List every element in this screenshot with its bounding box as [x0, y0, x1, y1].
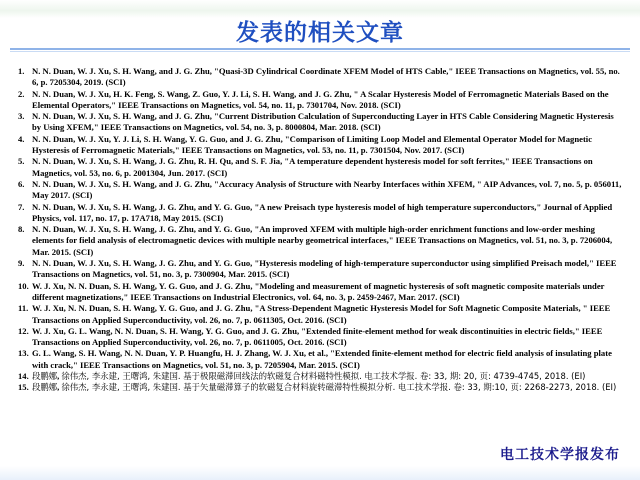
- title-divider: [10, 48, 630, 50]
- reference-number: 2.: [18, 88, 25, 99]
- footer-background: [0, 466, 640, 480]
- reference-number: 4.: [18, 133, 25, 144]
- reference-text: 段鹏娜: [32, 371, 58, 382]
- reference-text: N. N. Duan, W. J. Xu, S. H. Wang, J. G. Zhu, and Y. G. Guo, "Hysteresis modeling of high-temperature superconductor using simplified Preisach model," IEEE Transactions on Magnetics, vol. 51, no. 3, p. 7300904, Mar. 2015. (SCI): [32, 258, 617, 280]
- reference-item: [8, 371, 624, 382]
- reference-text: 徐伟杰, 李永建, 王曙鸿, 朱建国. 基于极限磁滞回线法的软磁复合材料磁特性模拟. 电工技术学报. 卷: 33, 期: 20, 页: 4739-4745, 2018. (EI): [61, 371, 586, 382]
- reference-number: 15.: [18, 382, 29, 393]
- reference-text: ,: [57, 371, 62, 382]
- reference-item: [8, 156, 624, 179]
- reference-text: W. J. Xu, N. N. Duan, S. H. Wang, Y. G. Guo, and J. G. Zhu, "Modeling and measurement of magnetic hysteresis of soft magnetic composite materials under different magnetizations," IEEE Transactions on Industrial Electronics, vol. 64, no. 3, p. 2459-2467, Mar. 2017. (SCI): [32, 280, 605, 302]
- reference-text: ,: [57, 382, 62, 393]
- reference-item: [8, 303, 624, 326]
- reference-text: 段鹏娜: [32, 382, 58, 393]
- reference-text: N. N. Duan, W. J. Xu, S. H. Wang, and J. G. Zhu, "Quasi-3D Cylindrical Coordinate XFEM Model of HTS Cable," IEEE Transactions on Magnetics, vol. 55, no. 6, p. 7205304, 2019. (SCI): [32, 66, 620, 88]
- reference-item: [8, 111, 624, 134]
- reference-item: [8, 202, 624, 225]
- reference-number: 8.: [18, 224, 25, 235]
- reference-number: 1.: [18, 66, 25, 76]
- reference-item: [8, 348, 624, 371]
- reference-number: 6.: [18, 178, 25, 189]
- reference-text: 徐伟杰, 李永建, 王曙鸿, 朱建国. 基于矢量磁滞算子的软磁复合材料旋转磁滞特性模拟分析. 电工技术学报. 卷: 33, 期:10, 页: 2268-2273, 2018. (EI): [61, 382, 617, 393]
- reference-item: [8, 134, 624, 157]
- reference-number: 5.: [18, 156, 25, 167]
- reference-item: [8, 326, 624, 349]
- reference-number: 10.: [18, 280, 29, 291]
- reference-number: 14.: [18, 371, 29, 382]
- title-divider-thin: [10, 51, 630, 52]
- reference-text: W. J. Xu, G. L. Wang, N. N. Duan, S. H. Wang, Y. G. Guo, and J. G. Zhu, "Extended finite-element method for weak discontinuities in electric fields," IEEE Transactions on Applied Superconductivity, vol. 26, no. 7, p. 0611005, Oct. 2016. (SCI): [32, 325, 603, 348]
- reference-number: 11.: [18, 303, 29, 314]
- reference-text: N. N. Duan, W. J. Xu, S. H. Wang, J. G. Zhu, R. H. Qu, and S. F. Jia, "A temperature dependent hysteresis model for soft ferrites," IEEE Transactions on Magnetics, vol. 53, no. 6, p. 2001304, Jun. 2017. (SCI): [32, 156, 593, 178]
- reference-number: 7.: [18, 201, 25, 212]
- reference-item: [8, 382, 624, 393]
- reference-list: [8, 66, 624, 394]
- reference-item: [8, 224, 624, 258]
- reference-item: [8, 281, 624, 304]
- reference-text: N. N. Duan, W. J. Xu, S. H. Wang, J. G. Zhu, and Y. G. Guo, "A new Preisach type hysteresis model of high temperature superconductors," Journal of Applied Physics, vol. 117, no. 17, p. 17A718, May 2015. (SCI): [32, 201, 613, 223]
- reference-item: [8, 258, 624, 281]
- reference-item: [8, 179, 624, 202]
- footer-publisher: 电工技术学报发布: [500, 447, 620, 463]
- page-title: 发表的相关文章: [236, 20, 404, 46]
- reference-text: N. N. Duan, W. J. Xu, S. H. Wang, and J. G. Zhu, "Accuracy Analysis of Structure with Nearby Interfaces within XFEM, " AIP Advances, vol. 7, no. 5, p. 056011, May 2017. (SCI): [32, 178, 622, 201]
- reference-text: G. L. Wang, S. H. Wang, N. N. Duan, Y. P. Huangfu, H. J. Zhang, W. J. Xu, et al., "Extended finite-element method for electric field analysis of insulating plate with crack," IEEE Transactions on Magnetics, vol. 51, no. 3, p. 7205904, Mar. 2015. (SCI): [32, 348, 612, 370]
- reference-text: W. J. Xu, N. N. Duan, S. H. Wang, Y. G. Guo, and J. G. Zhu, "A Stress-Dependent Magnetic Hysteresis Model for Soft Magnetic Composite Materials, " IEEE Transactions on Applied Superconductivity, vol. 26, no. 7, p. 0611305, Oct. 2016. (SCI): [32, 303, 611, 325]
- reference-number: 9.: [18, 258, 25, 269]
- reference-text: N. N. Duan, W. J. Xu, S. H. Wang, J. G. Zhu, and Y. G. Guo, "An improved XFEM with multiple high-order enrichment functions and low-order meshing elements for field analysis of electromagnetic devices with multiple nearby geometrical interfaces," IEEE Transactions on Magnetics, vol. 51, no. 3, p. 7206004, Mar. 2015. (SCI): [32, 224, 613, 257]
- reference-text: N. N. Duan, W. J. Xu, Y. J. Li, S. H. Wang, Y. G. Guo, and J. G. Zhu, "Comparison of Limiting Loop Model and Elemental Operator Model for Magnetic Hysteresis of Ferromagnetic Materials," IEEE Transactions on Magnetics, vol. 53, no. 11, p. 7301504, Nov. 2017. (SCI): [32, 133, 593, 156]
- reference-number: 12.: [18, 325, 29, 336]
- reference-text: N. N. Duan, W. J. Xu, H. K. Feng, S. Wang, Z. Guo, Y. J. Li, S. H. Wang, and J. G. Zhu, " A Scalar Hysteresis Model of Ferromagnetic Materials Based on the Elemental Operators," IEEE Transactions on Magnetics, vol. 54, no. 11, p. 7301704, Nov. 2018. (SCI): [32, 88, 609, 110]
- reference-text: N. N. Duan, W. J. Xu, S. H. Wang, and J. G. Zhu, "Current Distribution Calculation of Superconducting Layer in HTS Cable Considering Magnetic Hysteresis by Using XFEM," IEEE Transactions on Magnetics, vol. 54, no. 3, p. 8000804, Mar. 2018. (SCI): [32, 111, 614, 133]
- reference-number: 3.: [18, 111, 25, 122]
- reference-item: [8, 66, 624, 89]
- reference-item: [8, 89, 624, 112]
- reference-number: 13.: [18, 348, 29, 359]
